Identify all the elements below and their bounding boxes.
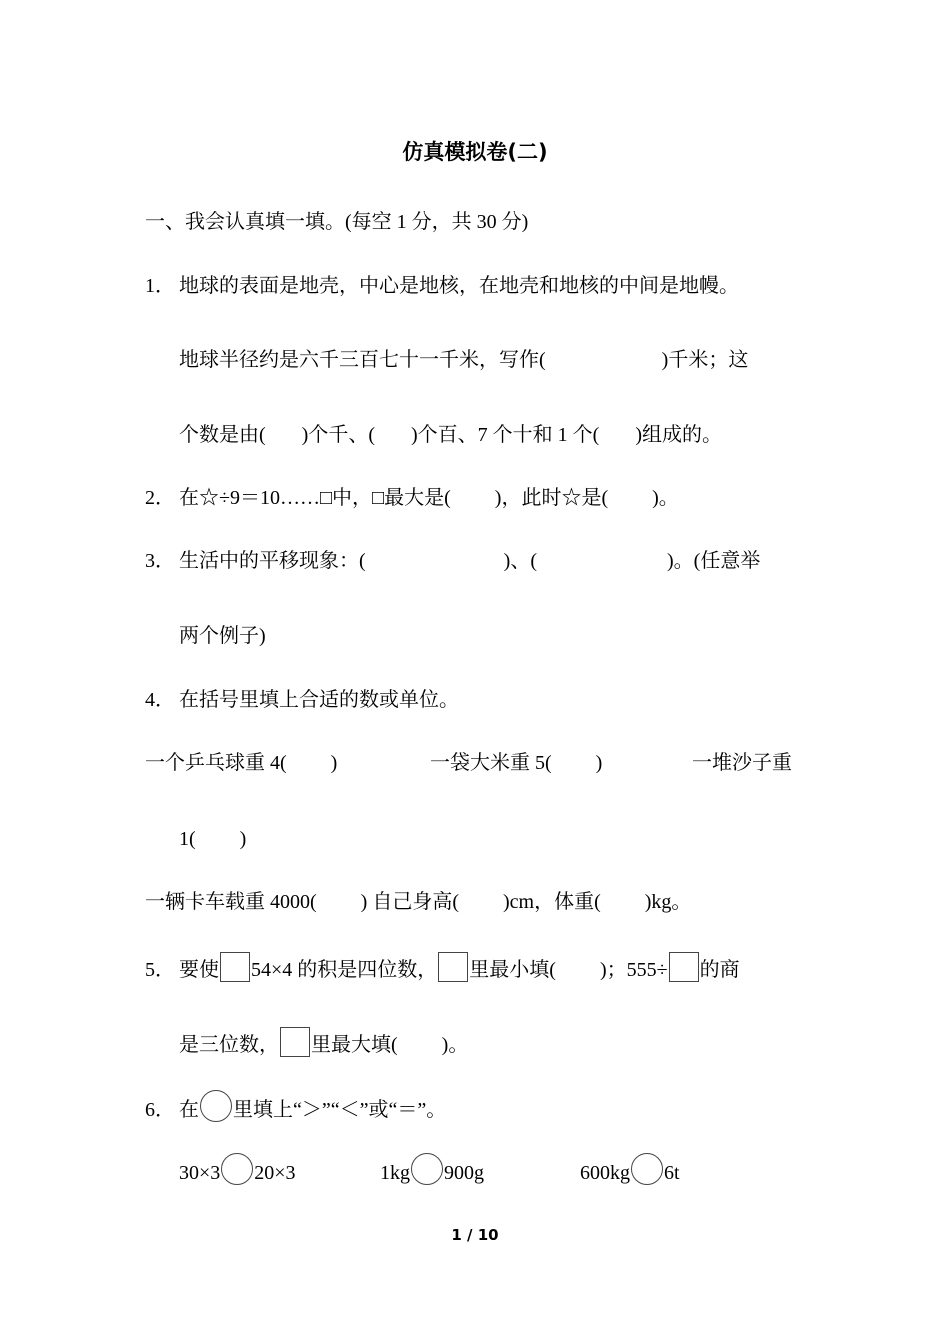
question-text: 里填上“＞”“＜”或“＝”。 (233, 1099, 447, 1121)
question-text: )。 (441, 1034, 469, 1056)
question-4-row-1b (430, 749, 602, 777)
question-text: 里最小填( (469, 959, 556, 981)
answer-box[interactable] (438, 952, 468, 982)
question-number: 3． (145, 550, 175, 572)
question-1-line-1 (145, 272, 739, 300)
question-text: 1kg (380, 1162, 410, 1184)
answer-box[interactable] (669, 952, 699, 982)
question-text: 30×3 (179, 1162, 221, 1184)
question-text: 900g (444, 1162, 484, 1184)
question-text: 两个例子) (179, 625, 266, 647)
question-text: )组成的。 (635, 424, 722, 446)
question-text: )，此时☆是( (494, 487, 609, 509)
question-text: 的商 (699, 959, 740, 981)
question-4-row-1a (145, 749, 337, 777)
question-text: 一堆沙子重 (692, 752, 792, 774)
question-text: )、( (503, 550, 537, 572)
question-text: )。(任意举 (667, 550, 761, 572)
question-text: ) (330, 752, 338, 774)
question-text: 600kg (580, 1162, 630, 1184)
question-text: )千米；这 (661, 349, 749, 371)
question-text: 一个乒乓球重 4( (145, 752, 287, 774)
question-number: 5． (145, 959, 175, 981)
page-title: 仿真模拟卷(二) (402, 140, 548, 164)
compare-circle[interactable] (631, 1153, 663, 1185)
compare-item-1 (179, 1153, 296, 1187)
answer-box[interactable] (220, 952, 250, 982)
question-1-line-2 (179, 346, 748, 374)
question-text: 1( (179, 828, 196, 850)
answer-box[interactable] (280, 1027, 310, 1057)
compare-item-2 (380, 1153, 484, 1187)
question-text: 里最大填( (311, 1034, 398, 1056)
question-text: 地球的表面是地壳，中心是地核，在地壳和地核的中间是地幔。 (179, 275, 739, 297)
question-text: 在 (179, 1099, 199, 1121)
question-text: 在括号里填上合适的数或单位。 (179, 689, 459, 711)
question-4-row-1c (692, 749, 792, 777)
question-4-line-1 (145, 686, 459, 714)
compare-circle[interactable] (221, 1153, 253, 1185)
page-number: 1 / 10 (451, 1226, 499, 1244)
question-6-line-1 (145, 1090, 446, 1124)
question-text: )kg。 (644, 891, 692, 913)
question-text: 地球半径约是六千三百七十一千米，写作( (179, 349, 546, 371)
section-heading-text: 一、我会认真填一填。(每空 1 分，共 30 分) (145, 211, 529, 233)
question-text: 20×3 (254, 1162, 296, 1184)
section-heading (145, 208, 528, 236)
question-3-line-2 (179, 622, 266, 650)
question-text: )个千、( (301, 424, 375, 446)
question-number: 1． (145, 275, 175, 297)
question-2 (145, 484, 679, 512)
question-number: 6． (145, 1099, 175, 1121)
question-text: )。 (652, 487, 679, 509)
circle-icon (200, 1090, 232, 1122)
question-3-line-1 (145, 547, 760, 575)
question-text: 要使 (179, 959, 219, 981)
question-5-line-2 (179, 1027, 468, 1059)
question-number: 2． (145, 487, 175, 509)
question-text: 54×4 的积是四位数， (251, 959, 438, 981)
question-text: )个百、7 个十和 1 个( (411, 424, 600, 446)
compare-item-3 (580, 1153, 680, 1187)
question-text: 是三位数， (179, 1034, 279, 1056)
question-text: 一辆卡车载重 4000( (145, 891, 317, 913)
question-text: ) (595, 752, 603, 774)
question-4-row-3 (145, 888, 691, 916)
compare-circle[interactable] (411, 1153, 443, 1185)
question-text: 个数是由( (179, 424, 266, 446)
question-text: 6t (664, 1162, 680, 1184)
question-text: 一袋大米重 5( (430, 752, 552, 774)
question-1-line-3 (179, 421, 722, 449)
question-4-row-2 (179, 825, 246, 853)
question-text: 在☆÷9＝10……□中，□最大是( (179, 487, 451, 509)
question-5-line-1 (145, 952, 740, 984)
question-text: ) (239, 828, 247, 850)
question-text: )cm，体重( (503, 891, 601, 913)
question-number: 4． (145, 689, 175, 711)
question-text: )；555÷ (599, 959, 668, 981)
question-text: ) 自己身高( (360, 891, 459, 913)
question-text: 生活中的平移现象：( (179, 550, 366, 572)
